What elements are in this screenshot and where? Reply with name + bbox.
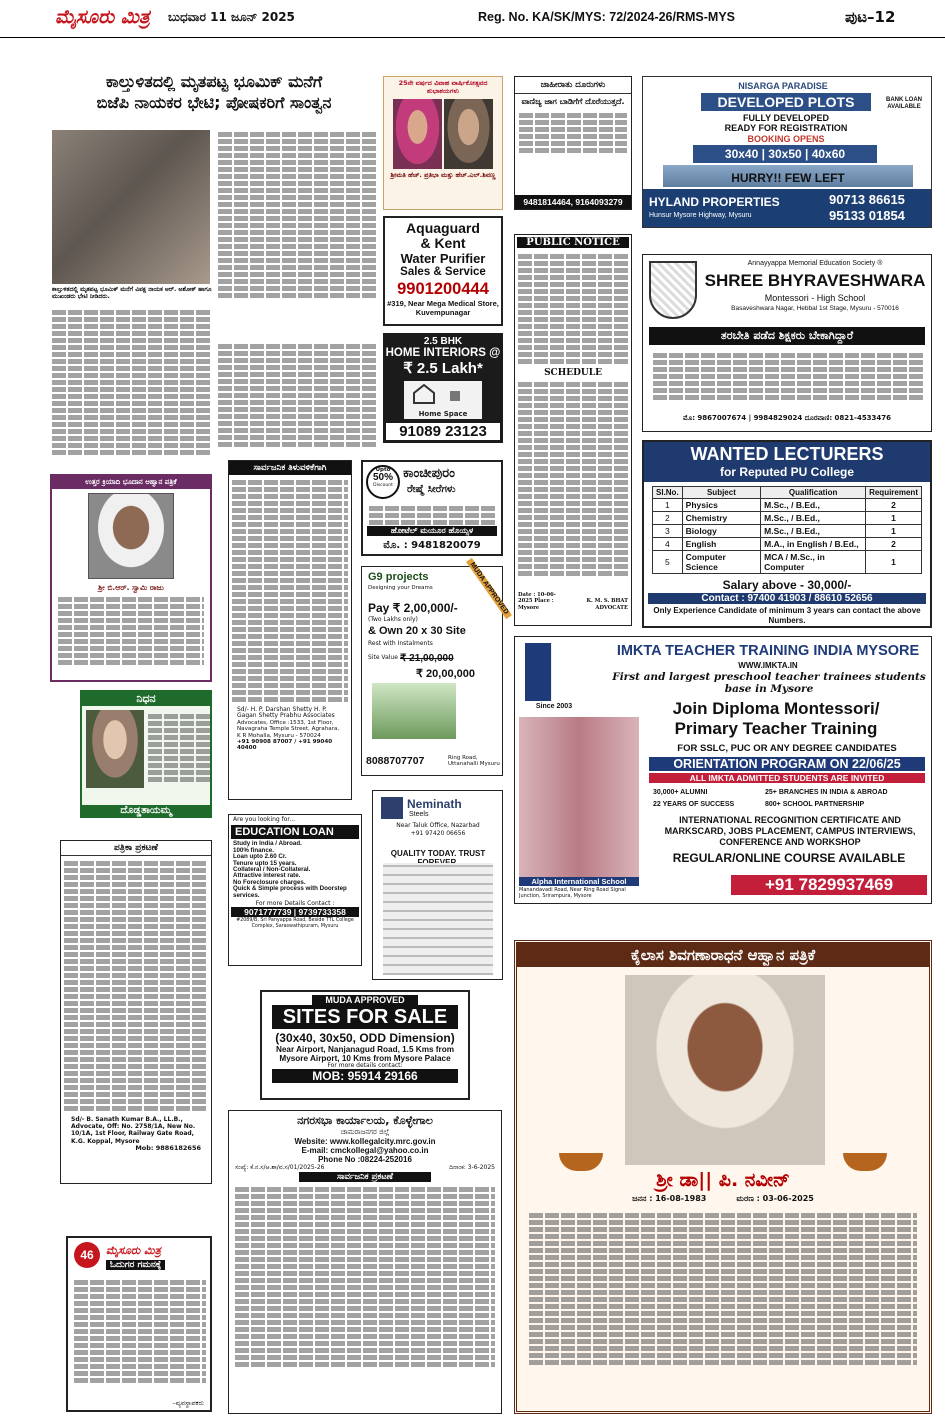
- nagarasabha-title: ನಗರಸಭಾ ಕಾರ್ಯಾಲಯ, ಕೊಳ್ಳೇಗಾಲ: [297, 1114, 433, 1127]
- g9-pay: Pay ₹ 2,00,000/-: [368, 601, 458, 615]
- commercial-rent-ad: [514, 76, 632, 210]
- g9-house-image: [372, 683, 456, 739]
- muda-sites-title: SITES FOR SALE: [272, 1005, 458, 1029]
- news-body-left: [52, 308, 210, 457]
- nagarasabha-notice: [228, 1110, 502, 1414]
- readers-notice: [66, 1236, 212, 1412]
- kailasa-title: ಕೈಲಾಸ ಶಿವಗಣಾರಾಧನೆ ಆಹ್ವಾನ ಪತ್ರಿಕೆ: [517, 943, 929, 967]
- cell: 1: [866, 512, 922, 525]
- news-photo: [52, 130, 210, 284]
- edu-loan-point: 100% finance.: [233, 846, 274, 854]
- imkta-course: REGULAR/ONLINE COURSE AVAILABLE: [672, 851, 906, 865]
- cell: M.Sc., / B.Ed.,: [761, 499, 866, 512]
- imkta-join2: Primary Teacher Training: [674, 719, 878, 738]
- imkta-school-address: Manandavadi Road, Near Ring Road Signal Junction, Srirampura, Mysore: [519, 887, 626, 899]
- cell: 1: [653, 499, 683, 512]
- imkta-ad: [514, 636, 932, 904]
- commercial-rent-title: ಜಾಹೀರಾತು ದೂರುಗಳು: [515, 77, 631, 94]
- house-icon: [404, 381, 482, 407]
- neminath-ad: [372, 790, 503, 980]
- imkta-for: FOR SSLC, PUC OR ANY DEGREE CANDIDATES: [677, 743, 897, 754]
- news-headline-2: ಬಿಜೆಪಿ ನಾಯಕರ ಭೇಟಿ; ಪೋಷಕರಿಗೆ ಸಾಂತ್ವನ: [96, 93, 332, 112]
- discount-value: 50%: [372, 472, 393, 484]
- kanchi-sub: ರೇಷ್ಮೆ ಸೀರೆಗಳು: [407, 484, 456, 495]
- imkta-cert: INTERNATIONAL RECOGNITION CERTIFICATE AND MARKSCARD, JOBS PLACEMENT, CAMPUS INTERVIEWS, CONFERENCE AND WORKSHOP: [664, 815, 916, 847]
- sarvajanika-sign: Sd/- H. P. Darshan Shetty H. P. Gagan Shetty Prabhu Associates: [237, 706, 335, 720]
- edu-loan-phone: 9071777739 | 9739733358: [231, 907, 359, 917]
- aquaguard-phone: 9901200444: [397, 280, 489, 298]
- neminath-building-image: [383, 863, 493, 975]
- cell: M.Sc., / B.Ed.,: [761, 525, 866, 538]
- imkta-branches: 25+ BRANCHES IN INDIA & ABROAD: [765, 789, 888, 796]
- muda-sites-dims: (30x40, 30x50, ODD Dimension): [275, 1031, 455, 1045]
- obituary-invite: [50, 474, 212, 682]
- school-crest-icon: [649, 261, 697, 319]
- muda-sites-near2: Mysore Airport, 10 Kms from Mysore Palace: [279, 1054, 451, 1063]
- edu-loan-point: Study in India / Abroad.: [233, 840, 302, 848]
- home-interiors-ad: [383, 333, 503, 443]
- school-address: Basaveshwara Nagar, Hebbal 1st Stage, Mysuru - 570016: [731, 305, 899, 312]
- imkta-years: 22 YEARS OF SUCCESS: [653, 801, 735, 808]
- commercial-rent-phone: 9481814464, 9164093279: [515, 195, 631, 209]
- news-body-center: [218, 342, 376, 449]
- cell: MCA / M.Sc., in Computer: [761, 551, 866, 574]
- table-row: [653, 499, 922, 512]
- g9-address: Ring Road, Uttanahalli Mysuru: [448, 755, 500, 768]
- kailasa-died: ಮರಣ : 03-06-2025: [736, 1194, 814, 1203]
- lect-header: Requirement: [866, 487, 922, 499]
- education-loan-ad: [228, 814, 362, 966]
- g9-brand: G9 projects: [368, 571, 429, 583]
- lecturers-subtitle: for Reputed PU College: [644, 465, 930, 482]
- table-row: [653, 551, 922, 574]
- neminath-tag: QUALITY TODAY. TRUST: [390, 849, 486, 858]
- lecturers-table: [652, 486, 922, 574]
- nagarasabha-email: E-mail: cmckollegal@yahoo.co.in: [301, 1146, 429, 1155]
- imkta-join1: Join Diploma Montessori/: [672, 699, 880, 718]
- home-interiors-phone: 91089 23123: [386, 423, 500, 440]
- muda-sites-top: MUDA APPROVED: [312, 995, 418, 1005]
- cell: 5: [653, 551, 683, 574]
- nisarga-title: DEVELOPED PLOTS: [701, 93, 871, 111]
- edu-loan-point: Loan upto 2.60 Cr.: [233, 853, 287, 861]
- edu-loan-point: Quick & Simple process with Doorstep services.: [233, 885, 347, 899]
- news-photo-caption: ಕಾಲ್ತುಳಿತದಲ್ಲಿ ಮೃತಪಟ್ಟ ಭೂಮಿಕ್ ಮನೆಗೆ ವಿಪಕ್ಷ ನಾಯಕ ಆರ್. ಅಶೋಕ್ ಹಾಗೂ ಮುಖಂಡರು ಭೇಟಿ ನೀಡಿದರು.: [52, 286, 212, 301]
- aquaguard-ad: [383, 216, 503, 326]
- home-interiors-title: HOME INTERIORS @: [385, 347, 501, 359]
- nisarga-top: NISARGA PARADISE: [738, 81, 828, 91]
- sarvajanika-title: ಸಾರ್ವಜನಿಕ ತಿಳುವಳಿಕೆಗಾಗಿ: [229, 461, 351, 475]
- imkta-alumni: 30,000+ ALUMNI: [653, 789, 708, 796]
- nidhana-title: ನಿಧನ: [82, 692, 210, 706]
- discount-badge: [366, 465, 400, 499]
- school-phones: ಮೊ: 9867007674 | 9984829024 ದೂರವಾಣಿ: 0821-4533476: [682, 414, 892, 422]
- discount-upto: Upto: [375, 467, 391, 473]
- kanchi-saree-ad: [361, 460, 503, 556]
- hyland-address: Hunsur Mysore Highway, Mysuru: [649, 212, 752, 219]
- news-body-right: [218, 130, 376, 300]
- imkta-orientation2: ALL IMKTA ADMITTED STUDENTS ARE INVITED: [649, 773, 925, 783]
- cell: 2: [866, 499, 922, 512]
- nidhana-name: ದೊಡ್ಡತಾಯಮ್ಮ: [82, 805, 210, 816]
- patrika-sign: Sd/- B. Sanath Kumar B.A., LL.B., Advocate, Off: No. 2758/1A, New No. 10/1A, 1st Floor, Railway Gate Road, K.G. Koppal, Mysore: [71, 1116, 196, 1145]
- nisarga-sizes: 30x40 | 30x50 | 40x60: [693, 145, 877, 163]
- edu-loan-point: No Foreclosure charges.: [233, 878, 306, 886]
- lect-header: Sl.No.: [653, 487, 683, 499]
- g9-new-price: ₹ 20,00,000: [416, 668, 475, 680]
- page-number: ಪುಟ–12: [845, 8, 896, 26]
- hyland-phone2: 95133 01854: [829, 208, 905, 223]
- aquaguard-line4: Sales & Service: [400, 266, 486, 278]
- imkta-logo-icon: [525, 643, 583, 701]
- home-interiors-logo: [404, 381, 482, 419]
- imkta-web: WWW.IMKTA.IN: [738, 661, 798, 670]
- school-society: Annayyappa Memorial Education Society ®: [747, 260, 883, 267]
- table-row: [653, 538, 922, 551]
- sarvajanika-address: Advocates, Office :1533, 1st Floor, Navagraha Temple Street, Agrahara, K R Mohalla, Mysuru - 570024: [237, 719, 340, 739]
- kailasa-name: ಶ್ರೀ ಡಾ|| ಪಿ. ನವೀನ್: [656, 1169, 790, 1191]
- muda-sites-ad: [260, 990, 470, 1100]
- nisarga-hurry-text: HURRY!! FEW LEFT: [731, 171, 845, 185]
- edu-loan-address: #2089/B, Sri Panyappa Road, Beside TTL College Complex, Saraswathipuram, Mysuru: [236, 918, 354, 930]
- cell: 2: [866, 538, 922, 551]
- patrika-title: ಪತ್ರಿಕಾ ಪ್ರಕಟಣೆ: [61, 841, 211, 856]
- cell: Computer Science: [682, 551, 761, 574]
- commercial-rent-subtitle: ವಾಣಿಜ್ಯ ಜಾಗ ಬಾಡಿಗೆಗೆ ದೊರೆಯುತ್ತದೆ.: [521, 97, 625, 106]
- cell: Physics: [682, 499, 761, 512]
- hyland-brand: HYLAND PROPERTIES: [649, 195, 780, 209]
- g9-rest: Rest with Instalments: [368, 640, 433, 647]
- cell: M.Sc., / B.Ed.,: [761, 512, 866, 525]
- reg-number: Reg. No. KA/SK/MYS: 72/2024-26/RMS-MYS: [478, 10, 736, 24]
- anniversary-names: ಶ್ರೀಮತಿ ಹೆಚ್. ಪ್ರತಿಭಾ ಮತ್ತು ಹೆಚ್.ಎಲ್.ಶಿವಣ್ಣ: [390, 171, 496, 179]
- cell: M.A., in English / B.Ed.,: [761, 538, 866, 551]
- muda-sites-mob: MOB: 95914 29166: [272, 1069, 458, 1083]
- neminath-brand: Neminath: [407, 797, 462, 811]
- g9-own: & Own 20 x 30 Site: [368, 625, 466, 637]
- anniversary-badge-icon: [74, 1242, 100, 1268]
- cell: 4: [653, 538, 683, 551]
- public-notice-schedule: SCHEDULE: [544, 368, 602, 378]
- lect-header: Qualification: [761, 487, 866, 499]
- aquaguard-line3: Water Purifier: [400, 251, 486, 266]
- table-row: [653, 525, 922, 538]
- lecturers-note: Only Experience Candidate of minimum 3 years can contact the above Numbers.: [653, 606, 921, 625]
- aquaguard-line2: & Kent: [420, 235, 466, 251]
- school-name: SHREE BHYRAVESHWARA: [704, 271, 926, 290]
- sarvajanika-phone: +91 90908 87007 / +91 99040 40400: [237, 739, 333, 752]
- school-ad: [642, 254, 932, 432]
- kanchi-phone: ಮೊ. : 9481820079: [383, 540, 481, 551]
- nisarga-sub2: READY FOR REGISTRATION: [724, 123, 848, 133]
- nidhana-photo: [86, 710, 144, 788]
- public-notice-title: PUBLIC NOTICE: [517, 237, 629, 248]
- nagarasabha-website: Website: www.kollegalcity.mrc.gov.in: [294, 1137, 436, 1146]
- edu-loan-title: EDUCATION LOAN: [231, 825, 359, 839]
- cell: 2: [653, 512, 683, 525]
- lecturers-ad: [642, 440, 932, 628]
- obituary-invite-photo: [88, 493, 174, 579]
- nisarga-sub1: FULLY DEVELOPED: [742, 113, 830, 123]
- patrika-mob: Mob: 9886182656: [135, 1143, 201, 1152]
- obituary-invite-title: ಉತ್ತರ ಕ್ರಿಯಾದಿ ಭೂದಾನ ಆಹ್ವಾನ ಪತ್ರಿಕೆ: [52, 476, 210, 489]
- anniversary-ad: [383, 76, 503, 210]
- issue-date: ಬುಧವಾರ 11 ಜೂನ್ 2025: [168, 10, 295, 24]
- kanchi-hotel: ಹೋಟೆಲ್ ಮಯೂರ ಹೊಯ್ಸಳ: [367, 526, 497, 536]
- edu-loan-point: Tenure upto 15 years.: [233, 859, 297, 867]
- cell: English: [682, 538, 761, 551]
- lecturers-contact: Contact : 97400 41903 / 88610 52656: [648, 593, 926, 604]
- muda-sites-near1: Near Airport, Nanjanagud Road, 1.5 Kms from: [275, 1045, 455, 1054]
- masthead: [0, 0, 945, 38]
- nagarasabha-date: ದಿನಾಂಕ: 3-6-2025: [449, 1164, 495, 1171]
- g9-pay-sub: (Two Lakhs only): [368, 616, 418, 623]
- public-notice-date: Date : 10-06-2025 Place : Mysore: [518, 591, 556, 611]
- news-headline-1: ಕಾಲ್ತುಳಿತದಲ್ಲಿ ಮೃತಪಟ್ಟ ಭೂಮಿಕ್ ಮನೆಗೆ: [105, 72, 323, 91]
- badge-years: 46: [80, 1248, 94, 1262]
- neminath-sub: Steels: [409, 811, 429, 818]
- cell: 3: [653, 525, 683, 538]
- nagarasabha-sub: ಚಾಮರಾಜನಗರ ಜಿಲ್ಲೆ: [340, 1128, 390, 1136]
- imkta-partners: 800+ SCHOOL PARTNERSHIP: [765, 801, 865, 808]
- muda-approved-ribbon: MUDA APPROVED: [466, 558, 512, 619]
- neminath-address: Near Taluk Office, Nazarbad: [396, 822, 480, 829]
- aquaguard-line1: Aquaguard: [406, 220, 480, 236]
- g9-old-price: ₹ 21,00,000: [400, 653, 454, 664]
- cell: Chemistry: [682, 512, 761, 525]
- edu-loan-point: Attractive interest rate.: [233, 872, 301, 880]
- public-notice-advocate: K. M. S. BHAT ADVOCATE: [586, 598, 628, 611]
- school-wanted: ತರಬೇತಿ ಪಡೆದ ಶಿಕ್ಷಕರು ಬೇಕಾಗಿದ್ದಾರೆ: [649, 327, 925, 345]
- cell: 1: [866, 525, 922, 538]
- discount-sub: Discount: [373, 483, 393, 489]
- hyland-phone1: 90713 86615: [829, 192, 905, 207]
- readers-notice-sign: –ವ್ಯವಸ್ಥಾಪಕರು: [172, 1398, 204, 1407]
- kailasa-invite: [514, 940, 932, 1414]
- imkta-since: Since 2003: [535, 703, 573, 710]
- home-interiors-brand: Home Space: [418, 410, 468, 418]
- sarvajanika-notice: [228, 460, 352, 800]
- g9-tag: Designing your Dreams: [368, 585, 433, 591]
- imkta-school: Alpha International School: [519, 877, 639, 886]
- lecturers-salary: Salary above - 30,000/-: [722, 578, 852, 592]
- imkta-teachers-photo: [519, 717, 639, 877]
- table-row: [653, 512, 922, 525]
- muda-sites-contact: For more details contact:: [327, 1062, 403, 1069]
- g9-phone: 8088707707: [366, 755, 425, 767]
- kailasa-photo: [625, 975, 825, 1165]
- lecturers-title: WANTED LECTURERS: [644, 442, 930, 465]
- neminath-logo-icon: [381, 797, 403, 819]
- neminath-phone: +91 97420 06656: [410, 830, 466, 837]
- lect-header: Subject: [682, 487, 761, 499]
- nisarga-booking: BOOKING OPENS: [747, 134, 825, 144]
- cell: 1: [866, 551, 922, 574]
- school-requirements: [653, 351, 923, 402]
- aquaguard-address: #319, Near Mega Medical Store, Kuvempunagar: [387, 299, 499, 317]
- nagarasabha-ref: ಸಂಖ್ಯೆ: ಕೆ.ನ.ಸ/ಆ.ಶಾ/ವ.ಸ/01/2025-26: [235, 1164, 325, 1171]
- edu-loan-contact-label: For more Details Contact :: [255, 900, 335, 908]
- nisarga-hurry: [663, 165, 913, 187]
- nidhana-ad: [80, 690, 212, 818]
- anniversary-title: 25ನೇ ವರ್ಷದ ವಿವಾಹ ವಾರ್ಷಿಕೋತ್ಸವದ ಶುಭಾಶಯಗಳು: [398, 79, 488, 95]
- edu-loan-looking: Are you looking for...: [233, 816, 296, 823]
- g9-site-value: Site Value: [368, 654, 398, 661]
- kanchi-title: ಕಾಂಚೀಪುರಂ: [403, 466, 455, 481]
- readers-notice-paper: ಮೈಸೂರು ಮಿತ್ರ: [106, 1244, 161, 1257]
- readers-notice-title: ಓದುಗರ ಗಮನಕ್ಕೆ: [106, 1260, 165, 1270]
- imkta-phone: +91 7829937469: [731, 875, 927, 895]
- imkta-title: IMKTA TEACHER TRAINING INDIA MYSORE: [616, 643, 920, 659]
- public-notice: [514, 234, 632, 626]
- imkta-tagline: First and largest preschool teacher trainees students base in Mysore: [612, 671, 926, 695]
- nisarga-plots-ad: [642, 76, 932, 228]
- edu-loan-point: Collateral / Non-Collateral.: [233, 866, 311, 874]
- paper-name: ಮೈಸೂರು ಮಿತ್ರ: [55, 6, 150, 28]
- cell: Biology: [682, 525, 761, 538]
- imkta-orientation: ORIENTATION PROGRAM ON 22/06/25: [649, 757, 925, 771]
- home-interiors-price: ₹ 2.5 Lakh*: [403, 360, 483, 377]
- nisarga-footer: [643, 189, 931, 227]
- kailasa-born: ಜನನ : 16-08-1983: [632, 1194, 707, 1203]
- anniversary-photo: [393, 99, 493, 169]
- nisarga-bank: BANK LOAN AVAILABLE: [886, 97, 922, 110]
- obituary-invite-name: ಶ್ರೀ ಬಿ.ಆರ್. ಸ್ವಾಮಿ ರಾಜು: [98, 583, 164, 592]
- school-sub: Montessori - High School: [764, 293, 866, 303]
- nagarasabha-phone: Phone No :08224-252016: [318, 1155, 412, 1164]
- home-interiors-bhk: 2.5 BHK: [423, 336, 463, 347]
- g9-projects-ad: [361, 561, 510, 776]
- patrika-prakatane: [60, 840, 212, 1184]
- nagarasabha-notice-title: ಸಾರ್ವಜನಿಕ ಪ್ರಕಟಣೆ: [299, 1172, 431, 1182]
